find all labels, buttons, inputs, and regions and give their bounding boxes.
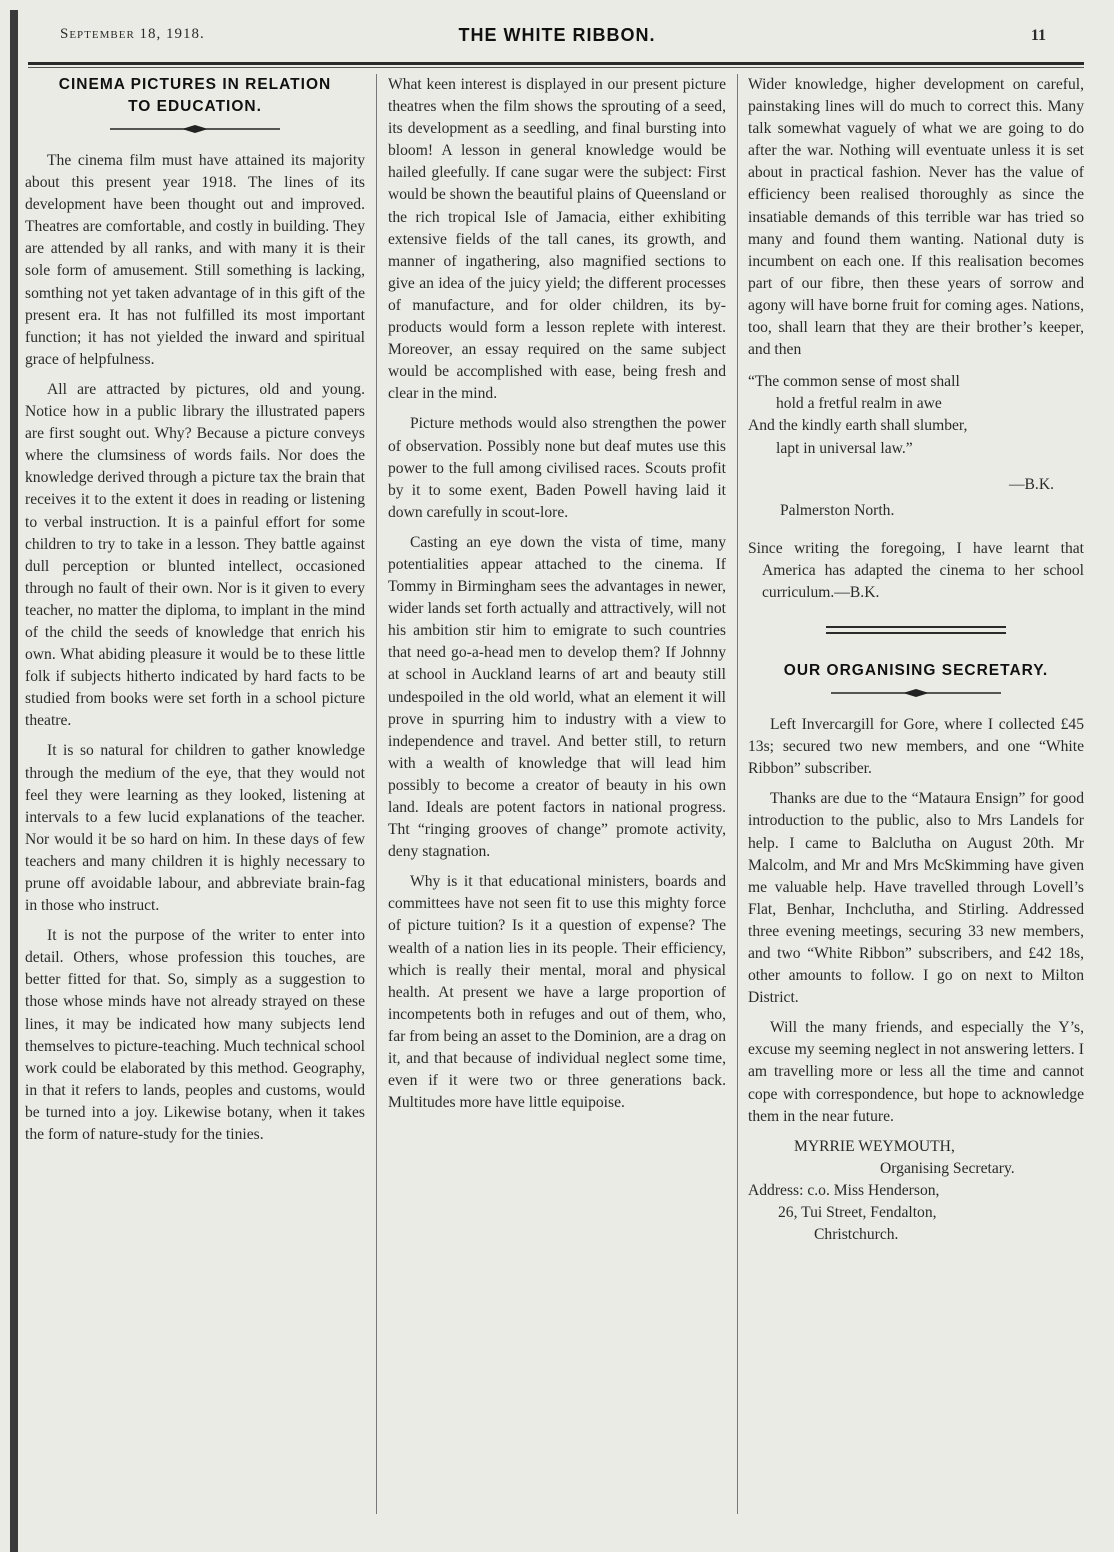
paragraph: What keen interest is displayed in our present picture theatres when the film shows the sprouting of a seed, its development as a seedling, and final bursting into bloom! A lesson in general knowledge would be hailed gleefully. If cane sugar were the subject: First would be shown the beautiful plains of Queensland or the rich tropical Isle of Jamacia, either exhibiting extensive fields of the tall canes, its growth, and manner of ingathering, also magnified sections to give an idea of the juicy yield; the different processes of manufacture, and for older children, its by-products would form a lesson replete with interest. Moreover, an essay required on the same subject would be accomplished with ease, being fresh and clear in the mind. [388, 76, 726, 403]
page-header [30, 22, 1084, 62]
postscript: Since writing the foregoing, I have learnt that America has adapted the cinema to her school curriculum.—B.K. [748, 539, 1084, 601]
title-ornament [110, 124, 280, 134]
article-signature: —B.K. [1008, 475, 1054, 493]
column-3 [748, 74, 1084, 1246]
poem-line: lapt in universal law.” [776, 439, 913, 457]
address-line: Christchurch. [814, 1225, 899, 1243]
column-1 [25, 74, 365, 1154]
signer-role: Organising Secretary. [880, 1159, 1015, 1177]
paragraph: Wider knowledge, higher development on careful, painstaking lines will do much to correct this. Many talk somewhat vaguely of what we are going to do after the war. Nothing will eventuate unless it is set about in practical fashion. Never has the value of efficiency been realised thoroughly as since the insatiable demands of this terrible war has tried so many and found them wanting. National duty is incumbent on each one. If this realisation becomes part of our fibre, then these years of sorrow and agony will have borne fruit for coming ages. Nations, too, shall learn that they are their brother’s keeper, and then [748, 76, 1084, 359]
title-ornament [831, 688, 1001, 698]
page-edge-bar [10, 10, 18, 1552]
article-title: OUR ORGANISING SECRETARY. [783, 662, 1049, 680]
header-title: THE WHITE RIBBON. [458, 25, 656, 45]
poem-quote [748, 371, 1084, 459]
paragraph: Left Invercargill for Gore, where I collected £45 13s; secured two new members, and one “White Ribbon” subscriber. [748, 716, 1084, 778]
paragraph: Picture methods would also strengthen the power of observation. Possibly none but deaf mutes use this power to the full among civilised races. Scouts profit by it to some exent, Baden Powell having laid it down carefully in scout-lore. [388, 415, 726, 521]
article-title-line: CINEMA PICTURES IN RELATION [58, 76, 332, 93]
column-divider [376, 74, 377, 1514]
poem-line: And the kindly earth shall slumber, [748, 417, 968, 435]
article-place: Palmerston North. [780, 501, 895, 519]
header-rule [28, 62, 1084, 65]
address-line: 26, Tui Street, Fendalton, [778, 1203, 937, 1221]
paragraph: The cinema film must have attained its majority about this present year 1918. The lines of its development have been thought out and improved. Theatres are comfortable, and costly in building. They are attended by all ranks, and with many it is their sole form of amusement. Still something is lacking, somthing not yet taken advantage of in this gift of the present era. It has not fulfilled its most important function; it has not yielded the inward and spiritual grace of helpfulness. [25, 152, 365, 368]
paragraph: Casting an eye down the vista of time, many potentialities appear attached to the cinema. If Tommy in Birmingham sees the advantages in newer, wider lands set forth actually and attractively, will not his ambition stir him to emigrate to such countries that need go-a-head men to develop them? If Johnny at school in Auckland learns of art and beauty still undespoiled in the old world, what an element it will prove in spurring him to industry with a view to independence and travel. And better still, to return with a wealth of knowledge that will lead him possibly to become a creator of beauty in his own land. Ideals are potent factors in national progress. Tht “ringing grooves of change” promote activity, deny stagnation. [388, 533, 726, 861]
section-separator [826, 626, 1006, 634]
poem-line: “The common sense of most shall [748, 373, 960, 391]
article-title [25, 74, 365, 118]
address-line: Address: c.o. Miss Henderson, [748, 1181, 940, 1199]
paragraph: Will the many friends, and especially the Y’s, excuse my seeming neglect in not answering letters. I am travelling more or less all the time and cannot cope with correspondence, but hope to acknowledge them in the near future. [748, 1019, 1084, 1125]
paragraph: It is not the purpose of the writer to enter into detail. Others, whose profession this touches, are better fitted for that. So, simply as a suggestion to those whose minds have not already strayed on these lines, it may be indicated how many subjects lend themselves to picture-teaching. Much technical school work could be elaborated by this method. Geography, in that it refers to lands, peoples and customs, would be turned into a joy. Likewise botany, when it takes the form of nature-study for the tinies. [25, 927, 365, 1144]
paragraph: All are attracted by pictures, old and young. Notice how in a public library the illustrated papers are first sought out. Why? Because a picture conveys where the clumsiness of words fails. Nor does the knowledge derived through a picture tax the brain that receives it to the extent it does in reading or listening to verbal instruction. It is a painful effort for some children to try to take in a lesson. They battle against dull perception or blunted intellect, occasioned through no fault of their own. Nor is it given to every teacher, no matter the diploma, to implant in the mind of the child the seeds of knowledge that enrich his own. What abiding pleasure it would be to these little folk if subjects hitherto indicated by hard facts to be studied from books were set forth in a school picture theatre. [25, 380, 365, 730]
poem-line: hold a fretful realm in awe [776, 395, 942, 413]
header-date: September 18, 1918. [60, 26, 205, 42]
signer-name: MYRRIE WEYMOUTH, [794, 1137, 955, 1155]
paragraph: Why is it that educational ministers, boards and committees have not seen fit to use this mighty force of picture tuition? Is it a question of expense? The wealth of a nation lies in its people. Their efficiency, which is really their mental, moral and physical health. At present we have a large proportion of incompetents both in refuges and out of them, who, far from being an asset to the Dominion, are a drag on it, and that because of individual neglect some time, even if it were two or three generations back. Multitudes more have little equipoise. [388, 873, 726, 1112]
paragraph: It is so natural for children to gather knowledge through the medium of the eye, that they would not feel they were learning as they looked, listening at intervals to a few lucid explanations of the teacher. Nor would it be so hard on him. In these days of few teachers and many children it is highly necessary to prune off avoidable labour, and abbreviate brain-fag in those who instruct. [25, 742, 365, 915]
secretary-signature [748, 1136, 1084, 1246]
page-number: 11 [1030, 27, 1046, 44]
paragraph: Thanks are due to the “Mataura Ensign” for good introduction to the public, also to Mrs Landels for help. I came to Balclutha on August 20th. Mr Malcolm, and Mr and Mrs McSkimming have given me valuable help. Have travelled through Lovell’s Flat, Benhar, Inchclutha, and Stirling. Addressed three evening meetings, securing 33 new members, and two “White Ribbon” subscribers, and £42 18s, other amounts to follow. I go on next to Milton District. [748, 790, 1084, 1007]
header-rule-thin [28, 67, 1084, 68]
column-2 [388, 74, 726, 1122]
article-title-line: TO EDUCATION. [128, 98, 262, 115]
column-divider [737, 74, 738, 1514]
